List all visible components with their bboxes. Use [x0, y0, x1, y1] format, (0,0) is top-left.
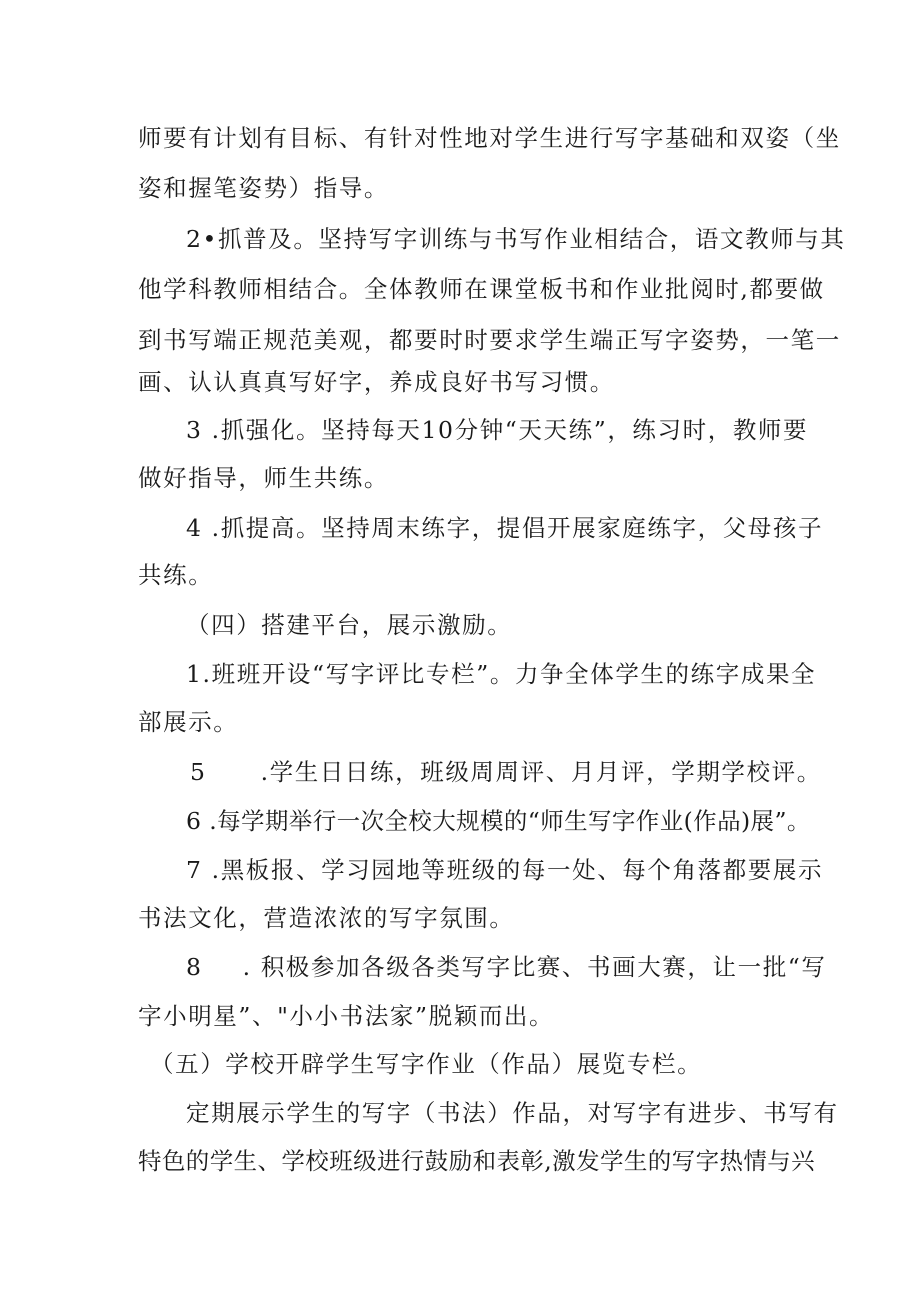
- paragraph-line: 3 .抓强化。坚持每天10分钟“天天练”，练习时，教师要: [186, 416, 809, 444]
- paragraph-line: 部展示。: [138, 708, 239, 736]
- section-heading: （四）搭建平台，展示激励。: [186, 611, 513, 639]
- list-item-number: 5: [190, 758, 207, 786]
- list-item-number: 8: [186, 953, 203, 981]
- section-heading: （五）学校开辟学生写字作业（作品）展览专栏。: [150, 1050, 703, 1078]
- paragraph-line: 字小明星”、"小小书法家”脱颖而出。: [138, 1002, 555, 1030]
- paragraph-line: 师要有计划有目标、有针对性地对学生进行写字基础和双姿（坐: [138, 124, 841, 152]
- list-item-5: [190, 757, 822, 787]
- list-item-text: .学生日日练，班级周周评、月月评，学期学校评。: [260, 758, 822, 786]
- paragraph-line: 2•抓普及。坚持写字训练与书写作业相结合，语文教师与其: [186, 225, 846, 253]
- paragraph-line: 画、认认真真写好字，养成良好书写习惯。: [138, 368, 615, 396]
- paragraph-line: 姿和握笔姿势）指导。: [138, 174, 389, 202]
- list-item-8: [186, 952, 827, 982]
- paragraph-line: 4 .抓提高。坚持周末练字，提倡开展家庭练字，父母孩子: [186, 514, 824, 542]
- paragraph-line: 1.班班开设“写字评比专栏”。力争全体学生的练字成果全: [186, 660, 817, 688]
- paragraph-line: 共练。: [138, 561, 214, 589]
- paragraph-line: 到书写端正规范美观，都要时时要求学生端正写字姿势，一笔一: [138, 326, 841, 354]
- paragraph-line: 他学科教师相结合。全体教师在课堂板书和作业批阅时,都要做: [138, 275, 825, 303]
- paragraph-line: 特色的学生、学校班级进行鼓励和表彰,激发学生的写字热情与兴: [138, 1147, 816, 1175]
- paragraph-line: 定期展示学生的写字（书法）作品，对写字有进步、书写有: [186, 1099, 839, 1127]
- paragraph-line: 书法文化，营造浓浓的写字氛围。: [138, 904, 515, 932]
- paragraph-line: 做好指导，师生共练。: [138, 464, 389, 492]
- paragraph-line: 7 .黑板报、学习园地等班级的每一处、每个角落都要展示: [186, 856, 824, 884]
- paragraph-line: 6 .每学期举行一次全校大规模的“师生写字作业(作品)展”。: [186, 807, 811, 835]
- list-item-text: . 积极参加各级各类写字比赛、书画大赛，让一批“写: [242, 953, 827, 981]
